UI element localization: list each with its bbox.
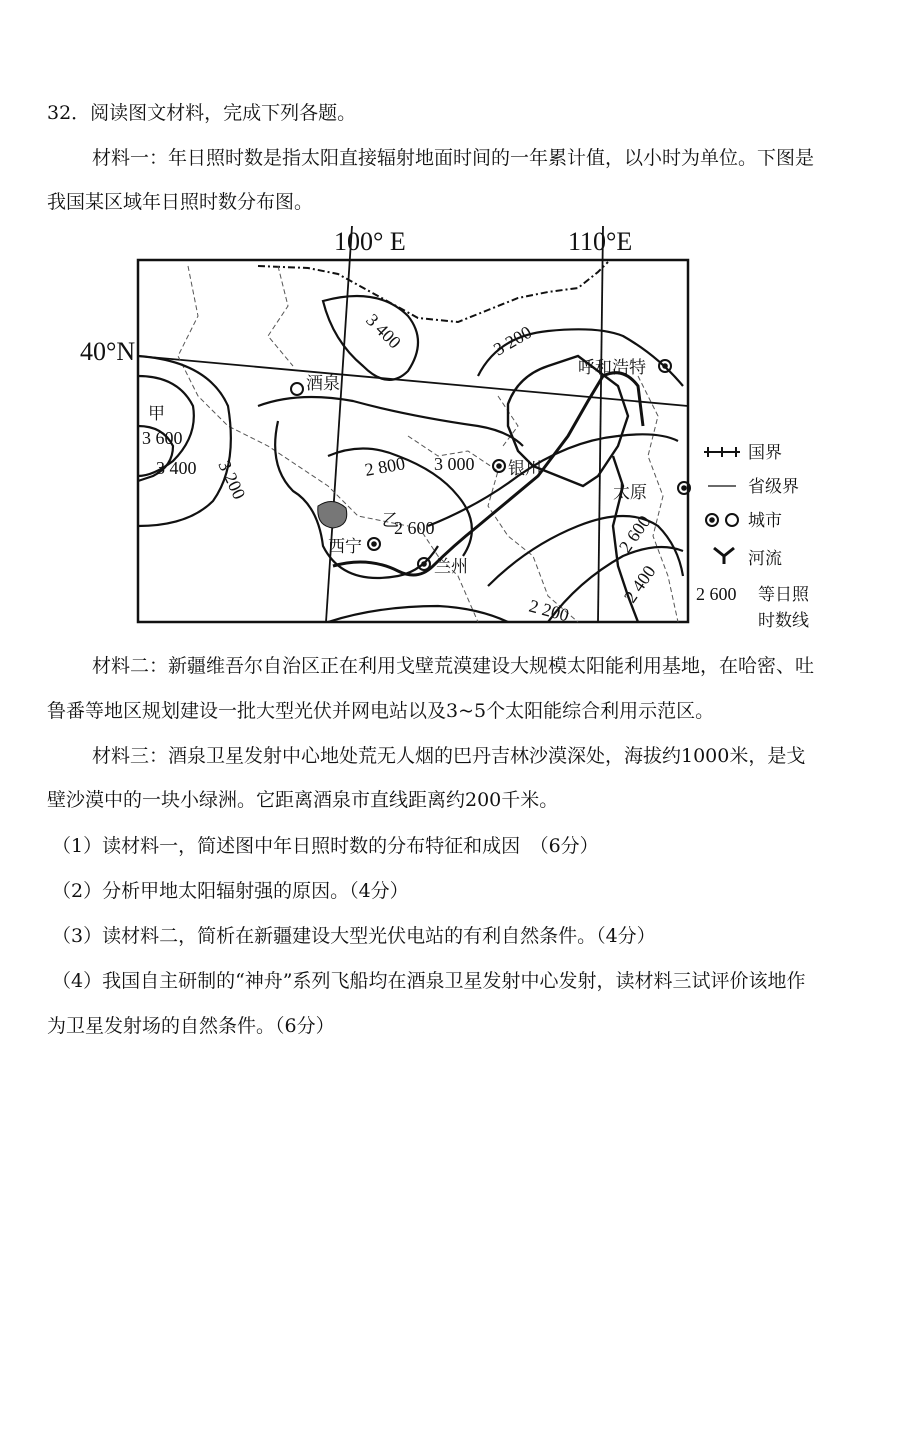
question-1: （1）读材料一，简述图中年日照时数的分布特征和成因 （6分） [52,835,599,857]
question-4-line1: （4）我国自主研制的“神舟”系列飞船均在酒泉卫星发射中心发射，读材料三试评价该地作 [52,970,806,992]
city-lanzhou: 兰州 [434,557,468,576]
material3-line2: 壁沙漠中的一块小绿洲。它距离酒泉市直线距离约200千米。 [47,789,559,811]
map-legend [696,443,810,630]
legend-city: 城市 [748,511,782,530]
question-3: （3）读材料二，简析在新疆建设大型光伏电站的有利自然条件。（4分） [52,925,656,947]
isoline-label: 3 600 [142,428,183,448]
lon-label-110: 110°E [568,227,633,256]
city-yinchuan: 银川 [508,459,542,478]
lat-label-40n: 40°N [80,337,136,366]
city-jiuquan: 酒泉 [306,374,340,393]
question-4-line2: 为卫星发射场的自然条件。（6分） [47,1015,335,1037]
isoline-label: 3 000 [434,454,475,474]
legend-national-border: 国界 [748,443,782,462]
place-jia: 甲 [148,404,165,423]
place-yi: 乙 [382,511,399,530]
legend-province-border: 省级界 [748,477,799,496]
city-taiyuan: 太原 [613,483,647,502]
isoline-label: 3 200 [490,321,536,360]
material1-line2: 我国某区域年日照时数分布图。 [47,191,314,213]
legend-river: 河流 [748,549,782,568]
city-xining: 西宁 [328,537,362,556]
material2-line1: 材料二：新疆维吾尔自治区正在利用戈壁荒漠建设大规模太阳能利用基地，在哈密、吐 [92,655,815,677]
legend-isoline: 等日照 [758,585,809,604]
question-2: （2）分析甲地太阳辐射强的原因。（4分） [52,880,409,902]
material2-line2: 鲁番等地区规划建设一批大型光伏并网电站以及3~5个太阳能综合利用示范区。 [47,700,715,722]
isoline-label: 3 400 [156,458,197,478]
isoline-label: 2 600 [614,511,655,557]
material1-line1: 材料一：年日照时数是指太阳直接辐射地面时间的一年累计值，以小时为单位。下图是 [92,147,815,169]
isoline-label: 2 800 [363,453,407,480]
isoline-label: 2 400 [619,561,660,607]
sunshine-hours-map [78,226,818,636]
legend-isoline-sample: 2 600 [696,584,737,604]
material3-line1: 材料三：酒泉卫星发射中心地处荒无人烟的巴丹吉林沙漠深处，海拔约1000米，是戈 [92,745,806,767]
city-hohhot: 呼和浩特 [578,358,646,377]
lon-label-100: 100° E [334,227,406,256]
isoline-label: 2 600 [394,518,435,538]
isoline-label: 3 200 [214,457,250,503]
isoline-label: 2 200 [526,595,572,626]
legend-isoline-line2: 时数线 [758,611,809,630]
isoline-label: 3 400 [362,309,405,353]
question-title: 32．阅读图文材料，完成下列各题。 [47,102,357,124]
